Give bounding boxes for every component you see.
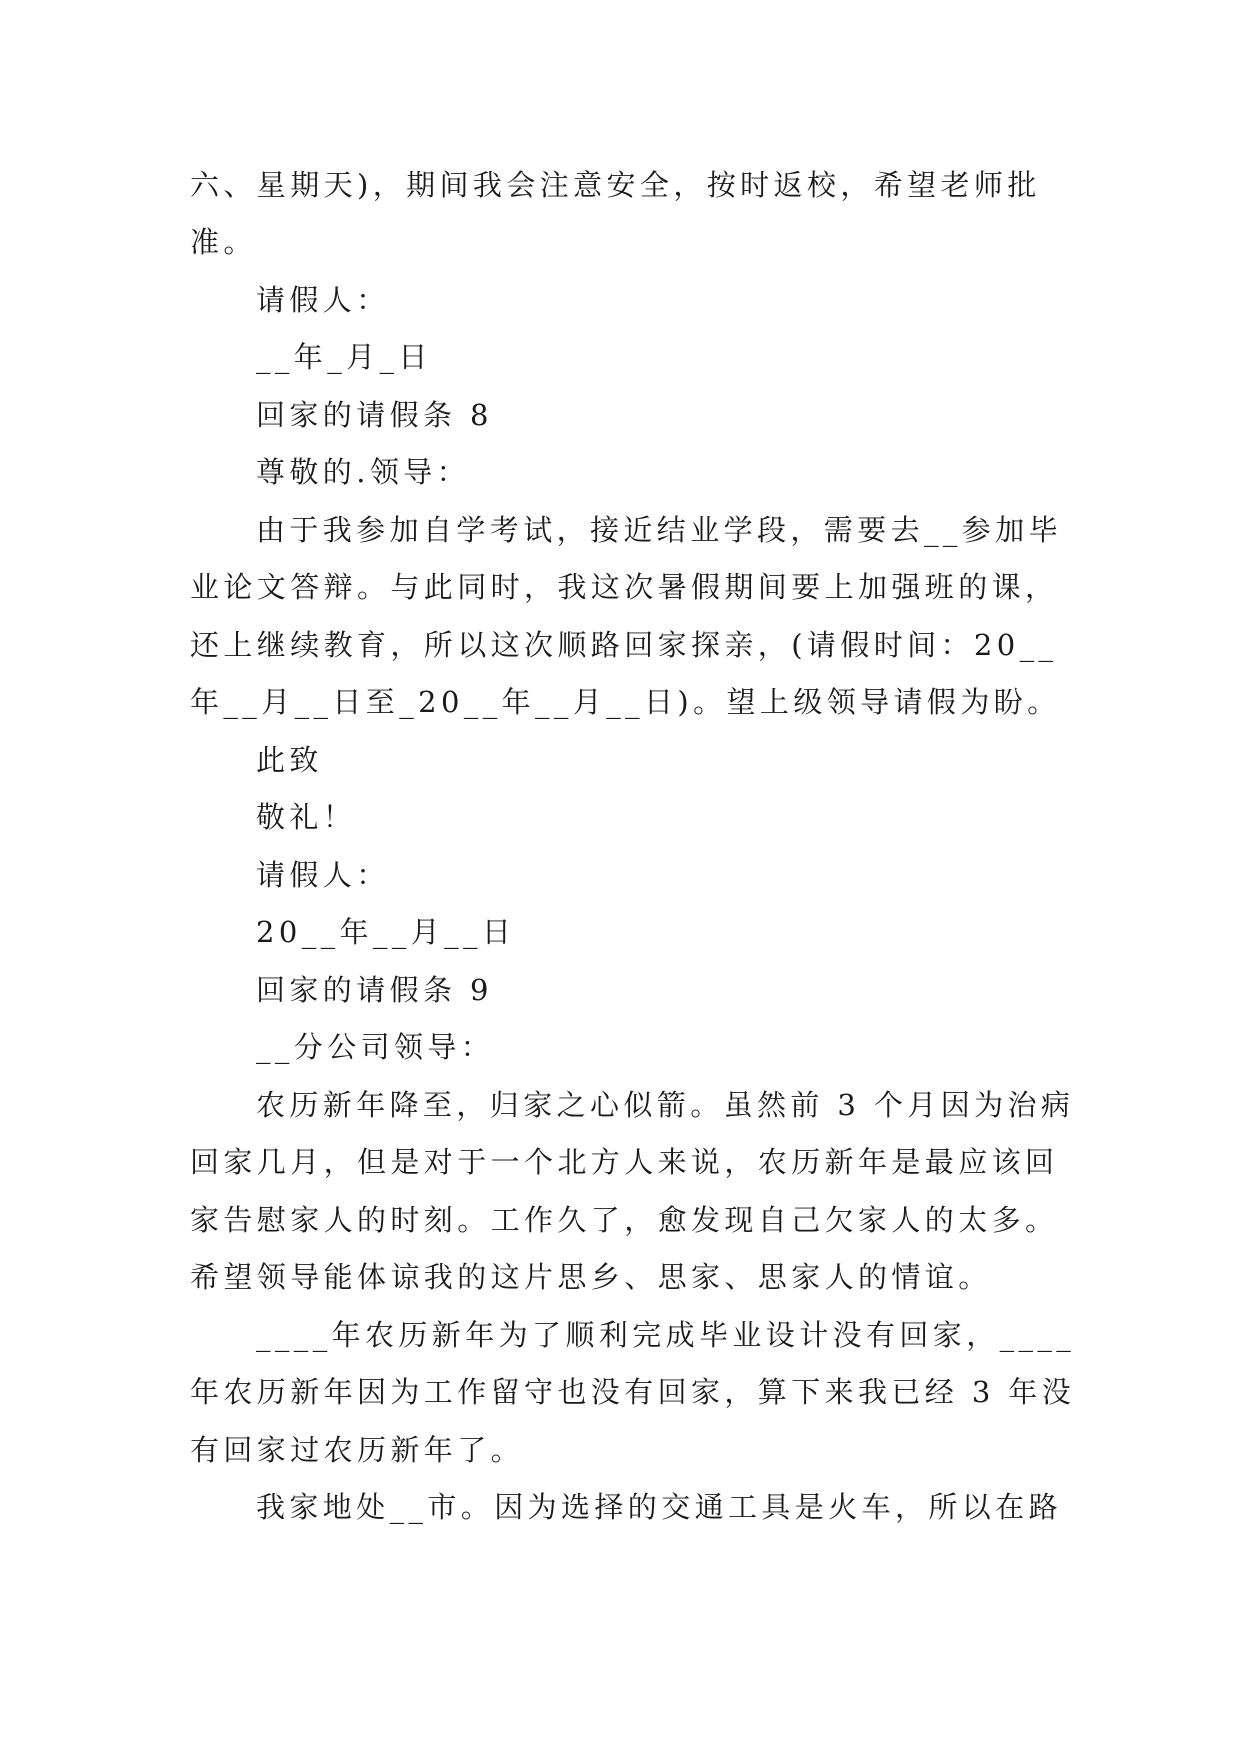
text-line: 由于我参加自学考试，接近结业学段，需要去__参加毕 bbox=[256, 513, 1063, 547]
text-line: 业论文答辩。与此同时，我这次暑假期间要上加强班的课， bbox=[190, 570, 1059, 604]
text-line: 六、星期天)，期间我会注意安全，按时返校，希望老师批 bbox=[190, 168, 1041, 202]
section-heading: 回家的请假条 8 bbox=[256, 398, 493, 432]
closing: 此致 bbox=[256, 743, 323, 777]
text-line: 请假人： bbox=[256, 283, 390, 317]
text-line: ____年农历新年为了顺利完成毕业设计没有回家，____ bbox=[256, 1318, 1076, 1352]
text-line: 回家几月，但是对于一个北方人来说，农历新年是最应该回 bbox=[190, 1145, 1059, 1179]
text-line: 年农历新年因为工作留守也没有回家，算下来我已经 3 年没 bbox=[190, 1375, 1076, 1409]
text-line: 有回家过农历新年了。 bbox=[190, 1433, 525, 1467]
text-line: 农历新年降至，归家之心似箭。虽然前 3 个月因为治病 bbox=[256, 1088, 1075, 1122]
text-line: 20__年__月__日 bbox=[256, 915, 516, 949]
closing: 敬礼！ bbox=[256, 800, 357, 834]
text-line: __年_月_日 bbox=[256, 340, 432, 374]
section-heading: 回家的请假条 9 bbox=[256, 973, 493, 1007]
text-line: 年__月__日至_20__年__月__日)。望上级领导请假为盼。 bbox=[190, 685, 1061, 719]
salutation: __分公司领导： bbox=[256, 1030, 495, 1064]
text-line: 请假人： bbox=[256, 858, 390, 892]
text-line: 准。 bbox=[190, 225, 257, 259]
text-line: 家告慰家人的时刻。工作久了，愈发现自己欠家人的太多。 bbox=[190, 1203, 1059, 1237]
text-line: 还上继续教育，所以这次顺路回家探亲，(请假时间：20__ bbox=[190, 628, 1058, 662]
salutation: 尊敬的.领导： bbox=[256, 455, 471, 489]
text-line: 希望领导能体谅我的这片思乡、思家、思家人的情谊。 bbox=[190, 1260, 992, 1294]
text-line: 我家地处__市。因为选择的交通工具是火车，所以在路 bbox=[256, 1490, 1063, 1524]
